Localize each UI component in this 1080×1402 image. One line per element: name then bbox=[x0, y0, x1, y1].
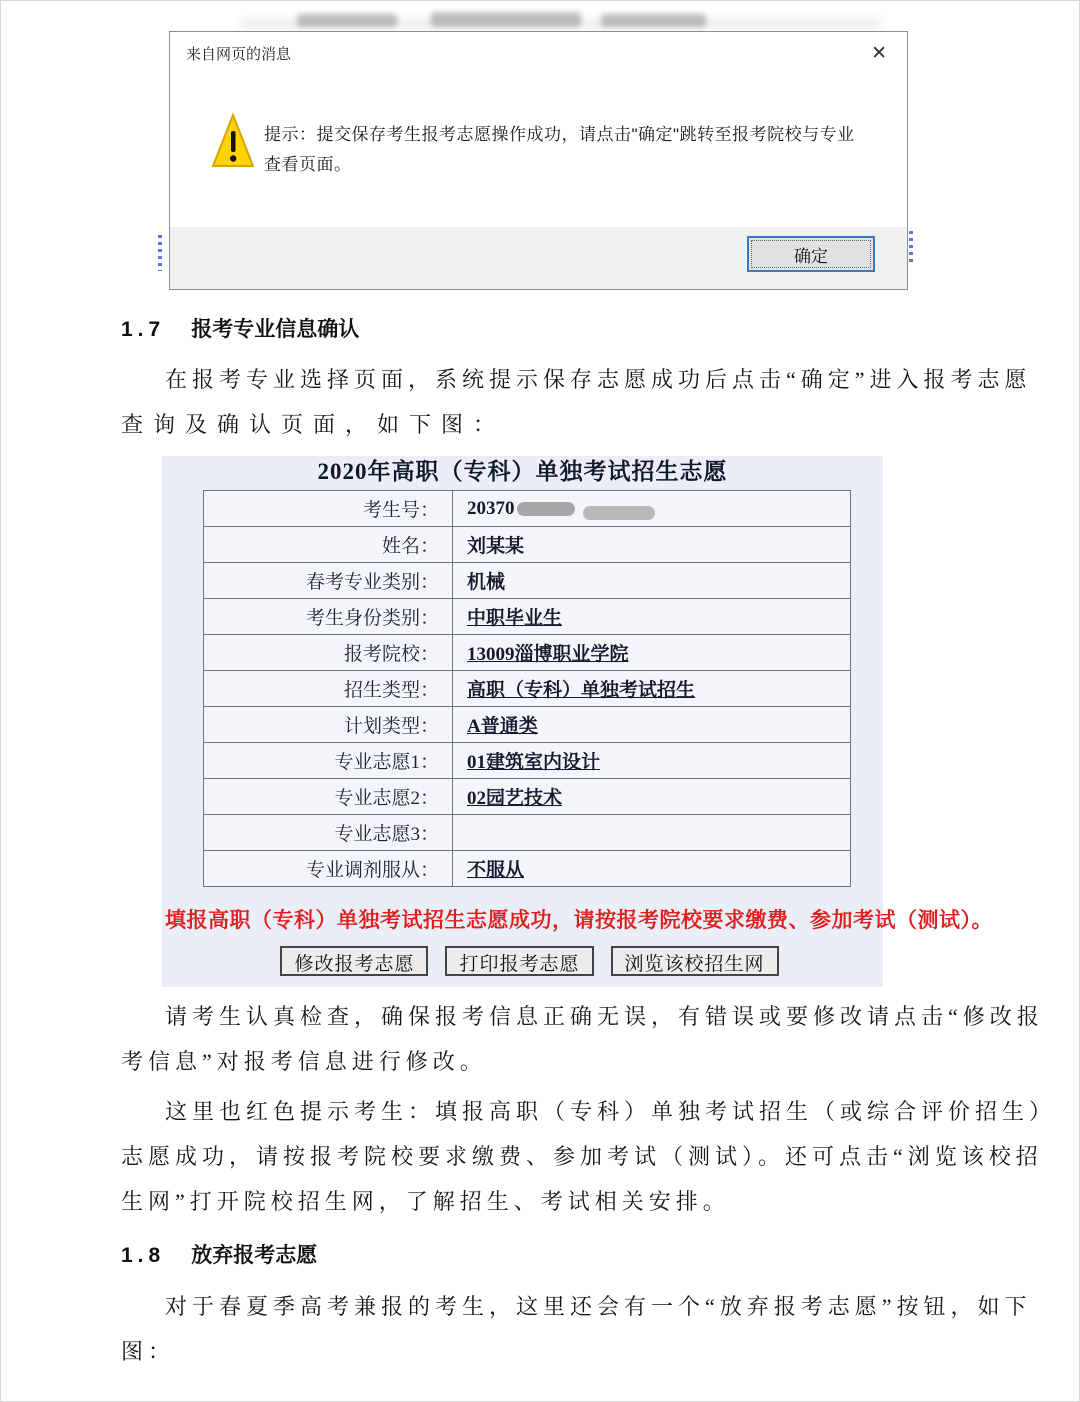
field-value-cell bbox=[453, 563, 851, 599]
browse-school-site-button[interactable]: 浏览该校招生网 bbox=[611, 946, 779, 976]
field-label: 专业调剂服从： bbox=[204, 851, 453, 887]
field-label: 招生类型： bbox=[204, 671, 453, 707]
field-value-cell bbox=[453, 851, 851, 887]
field-value-cell bbox=[453, 815, 851, 851]
dialog-footer bbox=[170, 227, 907, 289]
field-value-link[interactable]: 01建筑室内设计 bbox=[467, 752, 601, 773]
text-line: 考信息”对报考信息进行修改。 bbox=[121, 1049, 487, 1074]
form-title: 2020年高职（专科）单独考试招生志愿 bbox=[317, 459, 728, 484]
field-label: 春考专业类别： bbox=[204, 563, 453, 599]
text-line: 查看页面。 bbox=[264, 155, 352, 174]
text-line: 图： bbox=[121, 1339, 176, 1364]
table-row bbox=[204, 707, 851, 743]
form-screenshot bbox=[162, 456, 993, 987]
section-title: 报考专业信息确认 bbox=[191, 318, 360, 341]
volunteer-info-table bbox=[203, 490, 851, 887]
field-label: 专业志愿2： bbox=[204, 779, 453, 815]
text-line: 请考生认真检查，确保报考信息正确无误，有错误或要修改请点击“修改报 bbox=[165, 1004, 1044, 1029]
dialog-title: 来自网页的消息 bbox=[186, 45, 292, 63]
table-row bbox=[204, 779, 851, 815]
modify-volunteer-button[interactable]: 修改报考志愿 bbox=[280, 946, 428, 976]
table-row bbox=[204, 635, 851, 671]
field-value-cell bbox=[453, 671, 851, 707]
occluded-text-artifact bbox=[909, 231, 913, 265]
field-label: 计划类型： bbox=[204, 707, 453, 743]
field-value-link[interactable]: 02园艺技术 bbox=[467, 788, 563, 809]
field-value-cell bbox=[453, 491, 851, 527]
paragraph-check bbox=[121, 994, 1044, 1084]
section-number: 1.8 bbox=[121, 1244, 166, 1267]
paragraph-abandon bbox=[121, 1284, 1032, 1374]
section-title: 放弃报考志愿 bbox=[191, 1244, 318, 1267]
table-row bbox=[204, 743, 851, 779]
field-value-cell bbox=[453, 707, 851, 743]
occluded-text-artifact bbox=[601, 14, 706, 27]
field-value-text: 刘某某 bbox=[467, 536, 525, 557]
dialog-titlebar bbox=[170, 32, 907, 74]
field-label: 报考院校： bbox=[204, 635, 453, 671]
form-button-row bbox=[162, 946, 883, 976]
table-row bbox=[204, 671, 851, 707]
redaction-blur bbox=[583, 506, 655, 520]
field-value-cell bbox=[453, 635, 851, 671]
field-value-cell bbox=[453, 599, 851, 635]
field-value-link[interactable]: 高职（专科）单独考试招生 bbox=[467, 680, 696, 701]
redaction-blur bbox=[517, 502, 575, 516]
field-value-text: 20370 bbox=[467, 497, 515, 519]
close-icon[interactable]: ✕ bbox=[871, 42, 887, 64]
text-line: 查询及确认页面，如下图： bbox=[121, 412, 506, 437]
field-label: 考生号： bbox=[204, 491, 453, 527]
webpage-message-dialog bbox=[169, 31, 908, 290]
print-volunteer-button[interactable]: 打印报考志愿 bbox=[445, 946, 593, 976]
paragraph-rednote bbox=[121, 1089, 1057, 1224]
occluded-text-artifact bbox=[297, 14, 397, 27]
field-value-link[interactable]: 中职毕业生 bbox=[467, 608, 563, 629]
occluded-text-artifact bbox=[431, 12, 581, 27]
section-heading-1-8 bbox=[121, 1239, 981, 1269]
field-label: 考生身份类别： bbox=[204, 599, 453, 635]
field-label: 专业志愿1： bbox=[204, 743, 453, 779]
field-value-link[interactable]: A普通类 bbox=[467, 716, 538, 737]
field-value-cell bbox=[453, 743, 851, 779]
warning-icon bbox=[210, 112, 256, 170]
table-row bbox=[204, 599, 851, 635]
table-row bbox=[204, 527, 851, 563]
text-line: 志愿成功，请按报考院校要求缴费、参加考试（测试）。还可点击“浏览该校招 bbox=[121, 1144, 1043, 1169]
text-line: 这里也红色提示考生：填报高职（专科）单独考试招生（或综合评价招生） bbox=[165, 1099, 1057, 1124]
section-heading-1-7 bbox=[121, 313, 981, 343]
section-number: 1.7 bbox=[121, 318, 166, 341]
success-notice: 填报高职（专科）单独考试招生志愿成功，请按报考院校要求缴费、参加考试（测试）。 bbox=[165, 908, 993, 932]
field-label: 专业志愿3： bbox=[204, 815, 453, 851]
table-row bbox=[204, 491, 851, 527]
field-value-link[interactable]: 不服从 bbox=[467, 860, 525, 881]
field-label: 姓名： bbox=[204, 527, 453, 563]
table-row bbox=[204, 563, 851, 599]
text-line: 生网”打开院校招生网，了解招生、考试相关安排。 bbox=[121, 1189, 730, 1214]
field-value-cell bbox=[453, 779, 851, 815]
field-value-text: 机械 bbox=[467, 572, 506, 593]
text-line: 提示：提交保存考生报考志愿操作成功，请点击"确定"跳转至报考院校与专业 bbox=[264, 125, 855, 144]
occluded-text-artifact bbox=[158, 235, 162, 271]
table-row bbox=[204, 815, 851, 851]
ok-button[interactable]: 确定 bbox=[747, 236, 875, 272]
text-line: 对于春夏季高考兼报的考生，这里还会有一个“放弃报考志愿”按钮，如下 bbox=[165, 1294, 1032, 1319]
paragraph-intro bbox=[121, 357, 1032, 447]
table-row bbox=[204, 851, 851, 887]
field-value-link[interactable]: 13009淄博职业学院 bbox=[467, 644, 629, 665]
text-line: 在报考专业选择页面，系统提示保存志愿成功后点击“确定”进入报考志愿 bbox=[165, 367, 1032, 392]
field-value-cell bbox=[453, 527, 851, 563]
dialog-message bbox=[264, 120, 870, 180]
